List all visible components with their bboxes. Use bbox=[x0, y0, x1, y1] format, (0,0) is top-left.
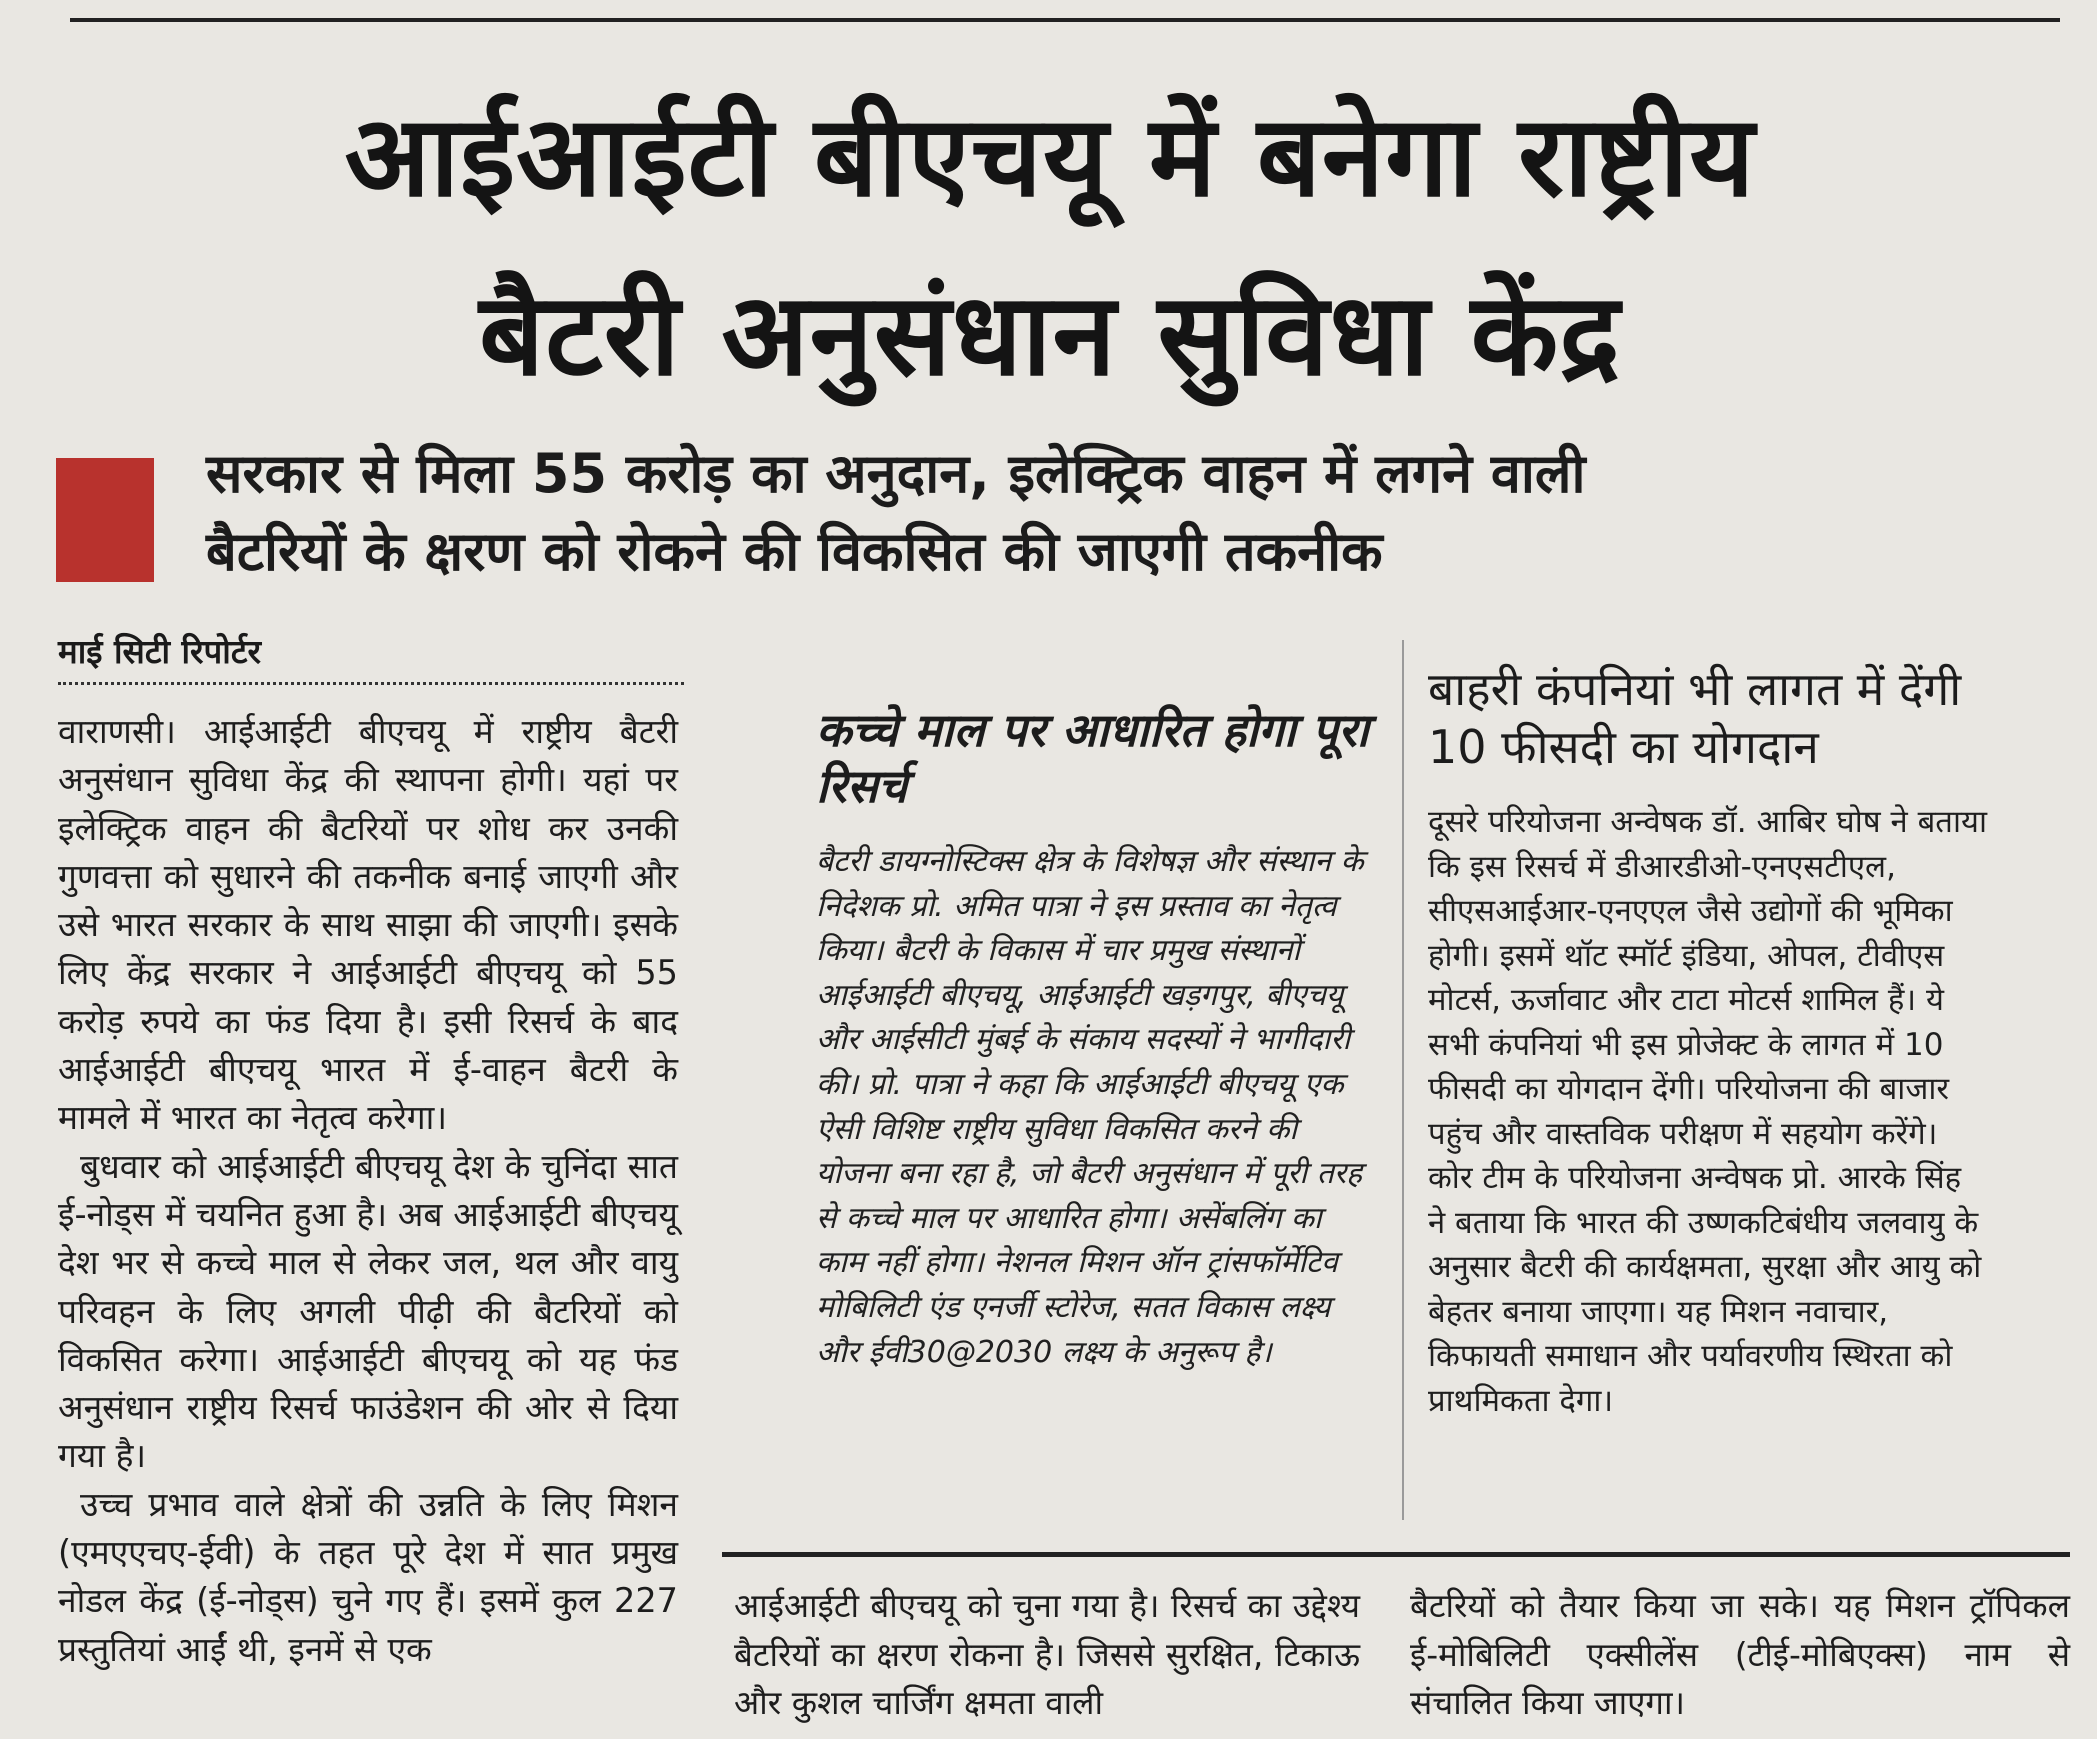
column-divider bbox=[1402, 640, 1404, 1520]
bottom-rule bbox=[722, 1552, 2070, 1557]
box-text: बैटरी डायग्नोस्टिक्स क्षेत्र के विशेषज्ञ और संस्थान के निदेशक प्रो. अमित पात्रा ने इस प्रस्ताव का नेतृत्व किया। बैटरी के विकास में चार प्रमुख संस्थानों आईआईटी बीएचयू, आईआईटी खड़गपुर, बीएचयू और आईसीटी मुंबई के संकाय सदस्यों ने भागीदारी की। प्रो. पात्रा ने कहा कि आईआईटी बीएचयू एक ऐसी विशिष्ट राष्ट्रीय सुविधा विकसित करने की योजना बना रहा है, जो बैटरी अनुसंधान में पूरी तरह से कच्चे माल पर आधारित होगा। असेंबलिंग का काम नहीं होगा। नेशनल मिशन ऑन ट्रांसफॉर्मेटिव मोबिलिटी एंड एनर्जी स्टोरेज, सतत विकास लक्ष्य और ईवी30@2030 लक्ष्य के अनुरूप है। bbox=[816, 844, 1364, 1370]
byline-dotted-rule bbox=[58, 682, 684, 685]
top-rule bbox=[70, 18, 2060, 22]
headline-line-2: बैटरी अनुसंधान सुविधा केंद्र bbox=[479, 268, 1621, 401]
sidebar-box bbox=[740, 700, 1390, 1520]
subheadline-line-2: बैटरियों के क्षरण को रोकने की विकसित की जाएगी तकनीक bbox=[206, 520, 1383, 583]
right-column-text: दूसरे परियोजना अन्वेषक डॉ. आबिर घोष ने बताया कि इस रिसर्च में डीआरडीओ-एनएसटीएल, सीएसआईआर-एनएएल जैसे उद्योगों की भूमिका होगी। इसमें थॉट स्मॉर्ट इंडिया, ओपल, टीवीएस मोटर्स, ऊर्जावाट और टाटा मोटर्स शामिल हैं। ये सभी कंपनियां भी इस प्रोजेक्ट के लागत में 10 फीसदी का योगदान देंगी। परियोजना की बाजार पहुंच और वास्तविक परीक्षण में सहयोग करेंगे। कोर टीम के परियोजना अन्वेषक प्रो. आरके सिंह ने बताया कि भारत की उष्णकटिबंधीय जलवायु के अनुसार बैटरी की कार्यक्षमता, सुरक्षा और आयु को बेहतर बनाया जाएगा। यह मिशन नवाचार, किफायती समाधान और पर्यावरणीय स्थिरता को प्राथमिकता देगा। bbox=[1428, 804, 1987, 1419]
main-column bbox=[58, 708, 678, 1674]
paragraph-2: बुधवार को आईआईटी बीएचयू देश के चुनिंदा सात ई-नोड्स में चयनित हुआ है। अब आईआईटी बीएचयू देश भर से कच्चे माल से लेकर जल, थल और वायु परिवहन के लिए अगली पीढ़ी की बैटरियों को विकसित करेगा। आईआईटी बीएचयू को यह फंड अनुसंधान राष्ट्रीय रिसर्च फाउंडेशन की ओर से दिया गया है। bbox=[58, 1146, 678, 1476]
byline: माई सिटी रिपोर्टर bbox=[58, 632, 261, 671]
paragraph-1: वाराणसी। आईआईटी बीएचयू में राष्ट्रीय बैटरी अनुसंधान सुविधा केंद्र की स्थापना होगी। यहां पर इलेक्ट्रिक वाहन की बैटरियों पर शोध कर उनकी गुणवत्ता को सुधारने की तकनीक बनाई जाएगी और उसे भारत सरकार के साथ साझा की जाएगी। इसके लिए केंद्र सरकार ने आईआईटी बीएचयू को 55 करोड़ रुपये का फंड दिया है। इसी रिसर्च के बाद आईआईटी बीएचयू भारत में ई-वाहन बैटरी के मामले में भारत का नेतृत्व करेगा। bbox=[58, 712, 678, 1138]
headline-line-1: आईआईटी बीएचयू में बनेगा राष्ट्रीय bbox=[344, 92, 1756, 222]
right-column-heading: बाहरी कंपनियां भी लागत में देंगी 10 फीसदी का योगदान bbox=[1428, 662, 1962, 774]
paragraph-3: उच्च प्रभाव वाले क्षेत्रों की उन्नति के लिए मिशन (एमएएचए-ईवी) के तहत पूरे देश में सात प्रमुख नोडल केंद्र (ई-नोड्स) चुने गए हैं। इसमें कुल 227 प्रस्तुतियां आईं थी, इनमें से एक bbox=[58, 1484, 678, 1669]
red-section-marker bbox=[56, 458, 154, 582]
box-heading: कच्चे माल पर आधारित होगा पूरा रिसर्च bbox=[816, 703, 1369, 813]
subheadline-line-1: सरकार से मिला 55 करोड़ का अनुदान, इलेक्ट्रिक वाहन में लगने वाली bbox=[206, 442, 1586, 505]
bottom-right-text: बैटरियों को तैयार किया जा सके। यह मिशन ट्रॉपिकल ई-मोबिलिटी एक्सीलेंस (टीई-मोबिएक्स) नाम से संचालित किया जाएगा। bbox=[1410, 1586, 2070, 1722]
bottom-middle-text: आईआईटी बीएचयू को चुना गया है। रिसर्च का उद्देश्य बैटरियों का क्षरण रोकना है। जिससे सुरक्षित, टिकाऊ और कुशल चार्जिंग क्षमता वाली bbox=[734, 1586, 1360, 1722]
